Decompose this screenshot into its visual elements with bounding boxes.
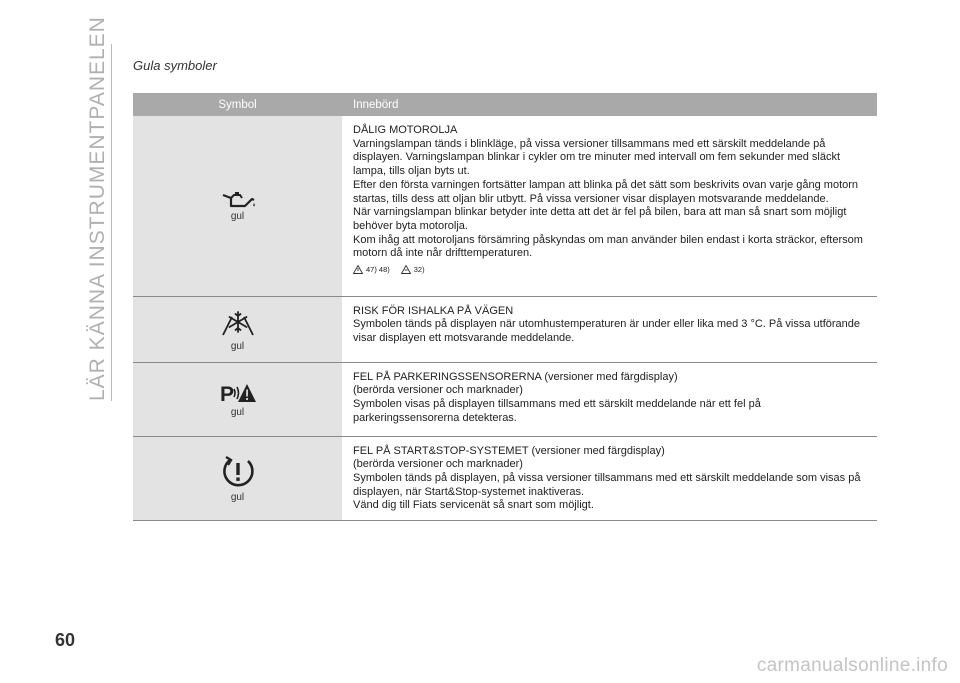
row-heading: RISK FÖR ISHALKA PÅ VÄGEN [353,304,514,317]
symbol-cell [133,296,342,362]
table-row [133,436,877,520]
symbol-color-label: gul [230,406,245,418]
ice-warning-icon [218,307,258,339]
table-row [133,296,877,362]
row-paragraph: Efter den första varningen fortsätter lampan att blinka på det sätt som beskrivits ovan varje gång motorn startas, tills dess att oljan blir utbytt. På vissa versioner visar displayen motsvarande meddelande. [353,178,859,205]
warning-refs-text: 47) 48) [366,265,390,275]
row-heading: FEL PÅ PARKERINGSSENSORERNA (versioner med färgdisplay) [353,370,678,383]
reference-marks [353,263,869,277]
chapter-title-text: LÄR KÄNNA INSTRUMENTPANELEN [86,16,109,401]
table-header-row [133,93,877,116]
symbol-color-label: gul [230,340,245,352]
header-symbol: Symbol [133,93,342,116]
row-paragraph: Varningslampan tänds i blinkläge, på vissa versioner tillsammans med ett särskilt meddelande på displayen. Varningslampan blinkar i cykler om tre minuter med intervall om fem sekunder med släckt lampa, tills oljan byts ut. [353,137,841,178]
side-chapter-title [86,16,109,401]
table-row [133,362,877,436]
note-refs-text: 32) [413,265,425,275]
section-title: Gula symboler [133,58,217,73]
row-paragraph: (berörda versioner och marknader) [353,458,523,471]
svg-text:P: P [219,382,234,405]
meaning-cell [342,296,877,362]
row-paragraph: När varningslampan blinkar betyder inte detta att det är fel på bilen, bara att man så snart som möjligt behöver byta motorolja. [353,206,847,232]
symbol-cell [133,116,342,296]
symbol-cell [133,362,342,436]
symbol-color-label: gul [230,491,245,503]
meaning-cell [342,362,877,436]
footer-watermark: carmanualsonline.info [756,655,948,676]
table-row [133,116,877,296]
start-stop-fault-icon [220,454,256,490]
symbol-color-label: gul [230,211,245,223]
page-number: 60 [55,630,76,650]
oil-can-icon [221,189,255,209]
warning-triangle-icon [353,265,363,274]
row-heading: FEL PÅ START&STOP-SYSTEMET (versioner med färgdisplay) [353,444,665,457]
symbol-cell [133,436,342,520]
row-paragraph: Vänd dig till Fiats servicenät så snart som möjligt. [353,499,594,512]
meaning-cell [342,436,877,520]
note-triangle-icon [401,265,411,274]
row-paragraph: Symbolen visas på displayen tillsammans med ett särskilt meddelande när ett fel på parkeringssensorerna detekteras. [353,397,761,424]
row-paragraph: Symbolen tänds på displayen, på vissa versioner tillsammans med ett särskilt meddelande som visas på displayen, när Start&Stop-systemet inaktiveras. [353,471,861,498]
meaning-cell [342,116,877,296]
side-rule [111,44,112,401]
header-meaning: Innebörd [342,93,877,116]
row-paragraph: (berörda versioner och marknader) [353,384,523,397]
symbols-table [133,93,877,521]
row-paragraph: Symbolen tänds på displayen när utomhustemperaturen är under eller lika med 3 °C. På vissa utförande visar displayen ett motsvarande meddelande. [353,318,861,344]
row-paragraph: Kom ihåg att motoroljans försämring påskyndas om man använder bilen endast i korta sträckor, eftersom motorn då inte når drifttemperaturen. [353,233,863,260]
parking-sensor-fault-icon [218,381,258,405]
row-heading: DÅLIG MOTOROLJA [353,124,458,136]
